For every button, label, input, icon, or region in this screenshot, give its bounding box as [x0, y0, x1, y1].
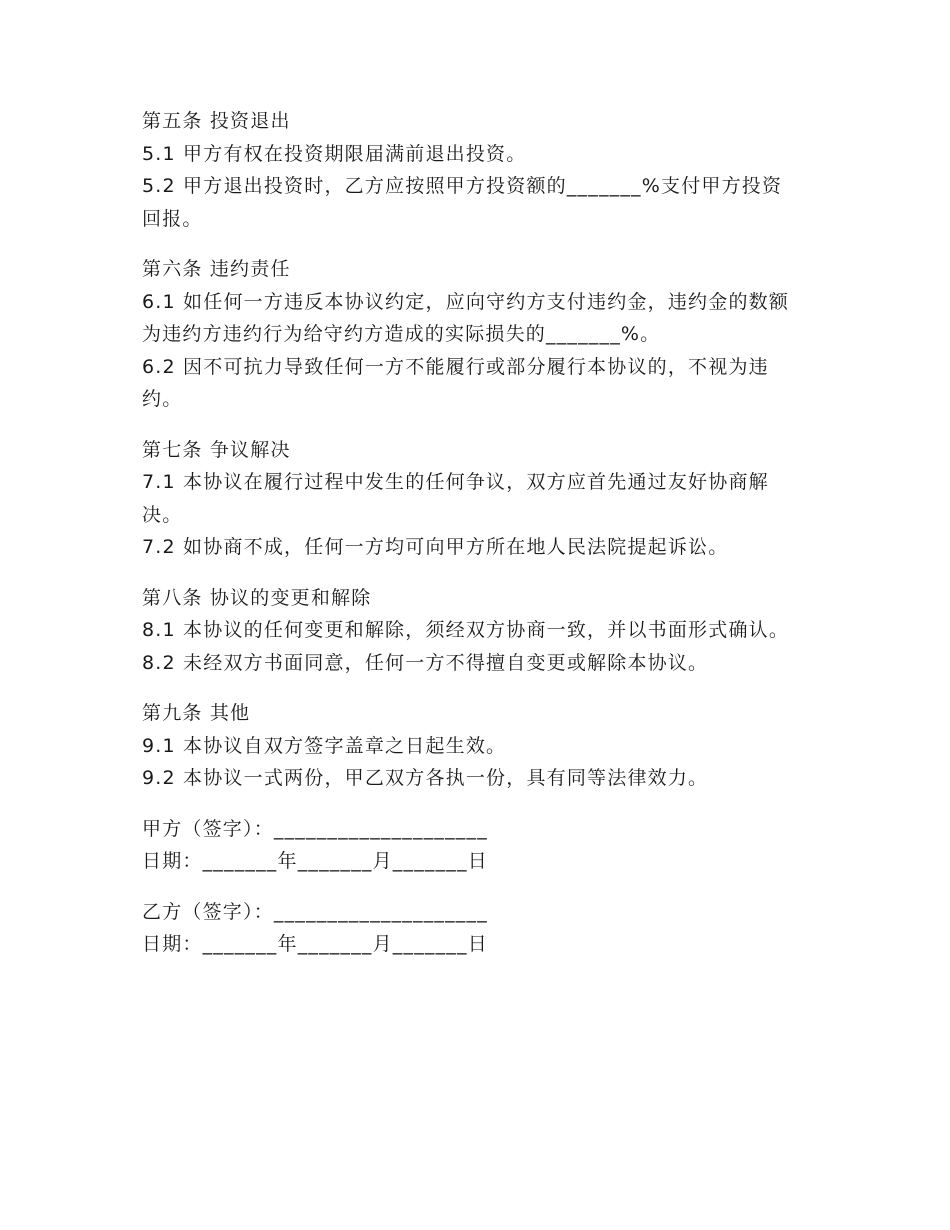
- document-page: [142, 105, 802, 979]
- article-title: 第五条 投资退出: [142, 110, 291, 132]
- party-a-signature-line: 甲方（签字）：____________________: [142, 817, 488, 840]
- article-6: [142, 253, 802, 416]
- party-b-date-line: 日期：_______年_______月_______日: [142, 933, 488, 955]
- clause: 7.2 如协商不成，任何一方均可向甲方所在地人民法院提起诉讼。: [142, 536, 729, 558]
- clause: 5.2 甲方退出投资时，乙方应按照甲方投资额的_______%支付甲方投资回报。: [142, 175, 783, 230]
- article-title: 第六条 违约责任: [142, 258, 291, 280]
- article-7: [142, 434, 802, 564]
- article-5: [142, 105, 802, 235]
- party-a-date-line: 日期：_______年_______月_______日: [142, 850, 488, 872]
- article-9: [142, 697, 802, 795]
- article-title: 第八条 协议的变更和解除: [142, 586, 372, 609]
- party-b-signature-line: 乙方（签字）：____________________: [142, 900, 488, 923]
- article-title: 第九条 其他: [142, 702, 251, 724]
- clause: 7.1 本协议在履行过程中发生的任何争议，双方应首先通过友好协商解决。: [142, 471, 769, 526]
- article-title: 第七条 争议解决: [142, 438, 291, 461]
- clause: 8.1 本协议的任何变更和解除，须经双方协商一致，并以书面形式确认。: [142, 619, 790, 641]
- clause: 6.2 因不可抗力导致任何一方不能履行或部分履行本协议的，不视为违约。: [142, 355, 769, 410]
- article-8: [142, 582, 802, 680]
- clause: 9.1 本协议自双方签字盖章之日起生效。: [142, 734, 507, 757]
- clause: 9.2 本协议一式两份，甲乙双方各执一份，具有同等法律效力。: [142, 767, 709, 789]
- clause: 8.2 未经双方书面同意，任何一方不得擅自变更或解除本协议。: [142, 651, 709, 674]
- clause: 6.1 如任何一方违反本协议约定，应向守约方支付违约金，违约金的数额为违约方违约行为给守约方造成的实际损失的_______%。: [142, 290, 790, 345]
- party-b-signature-block: [142, 896, 802, 961]
- clause: 5.1 甲方有权在投资期限届满前退出投资。: [142, 142, 527, 165]
- party-a-signature-block: [142, 813, 802, 878]
